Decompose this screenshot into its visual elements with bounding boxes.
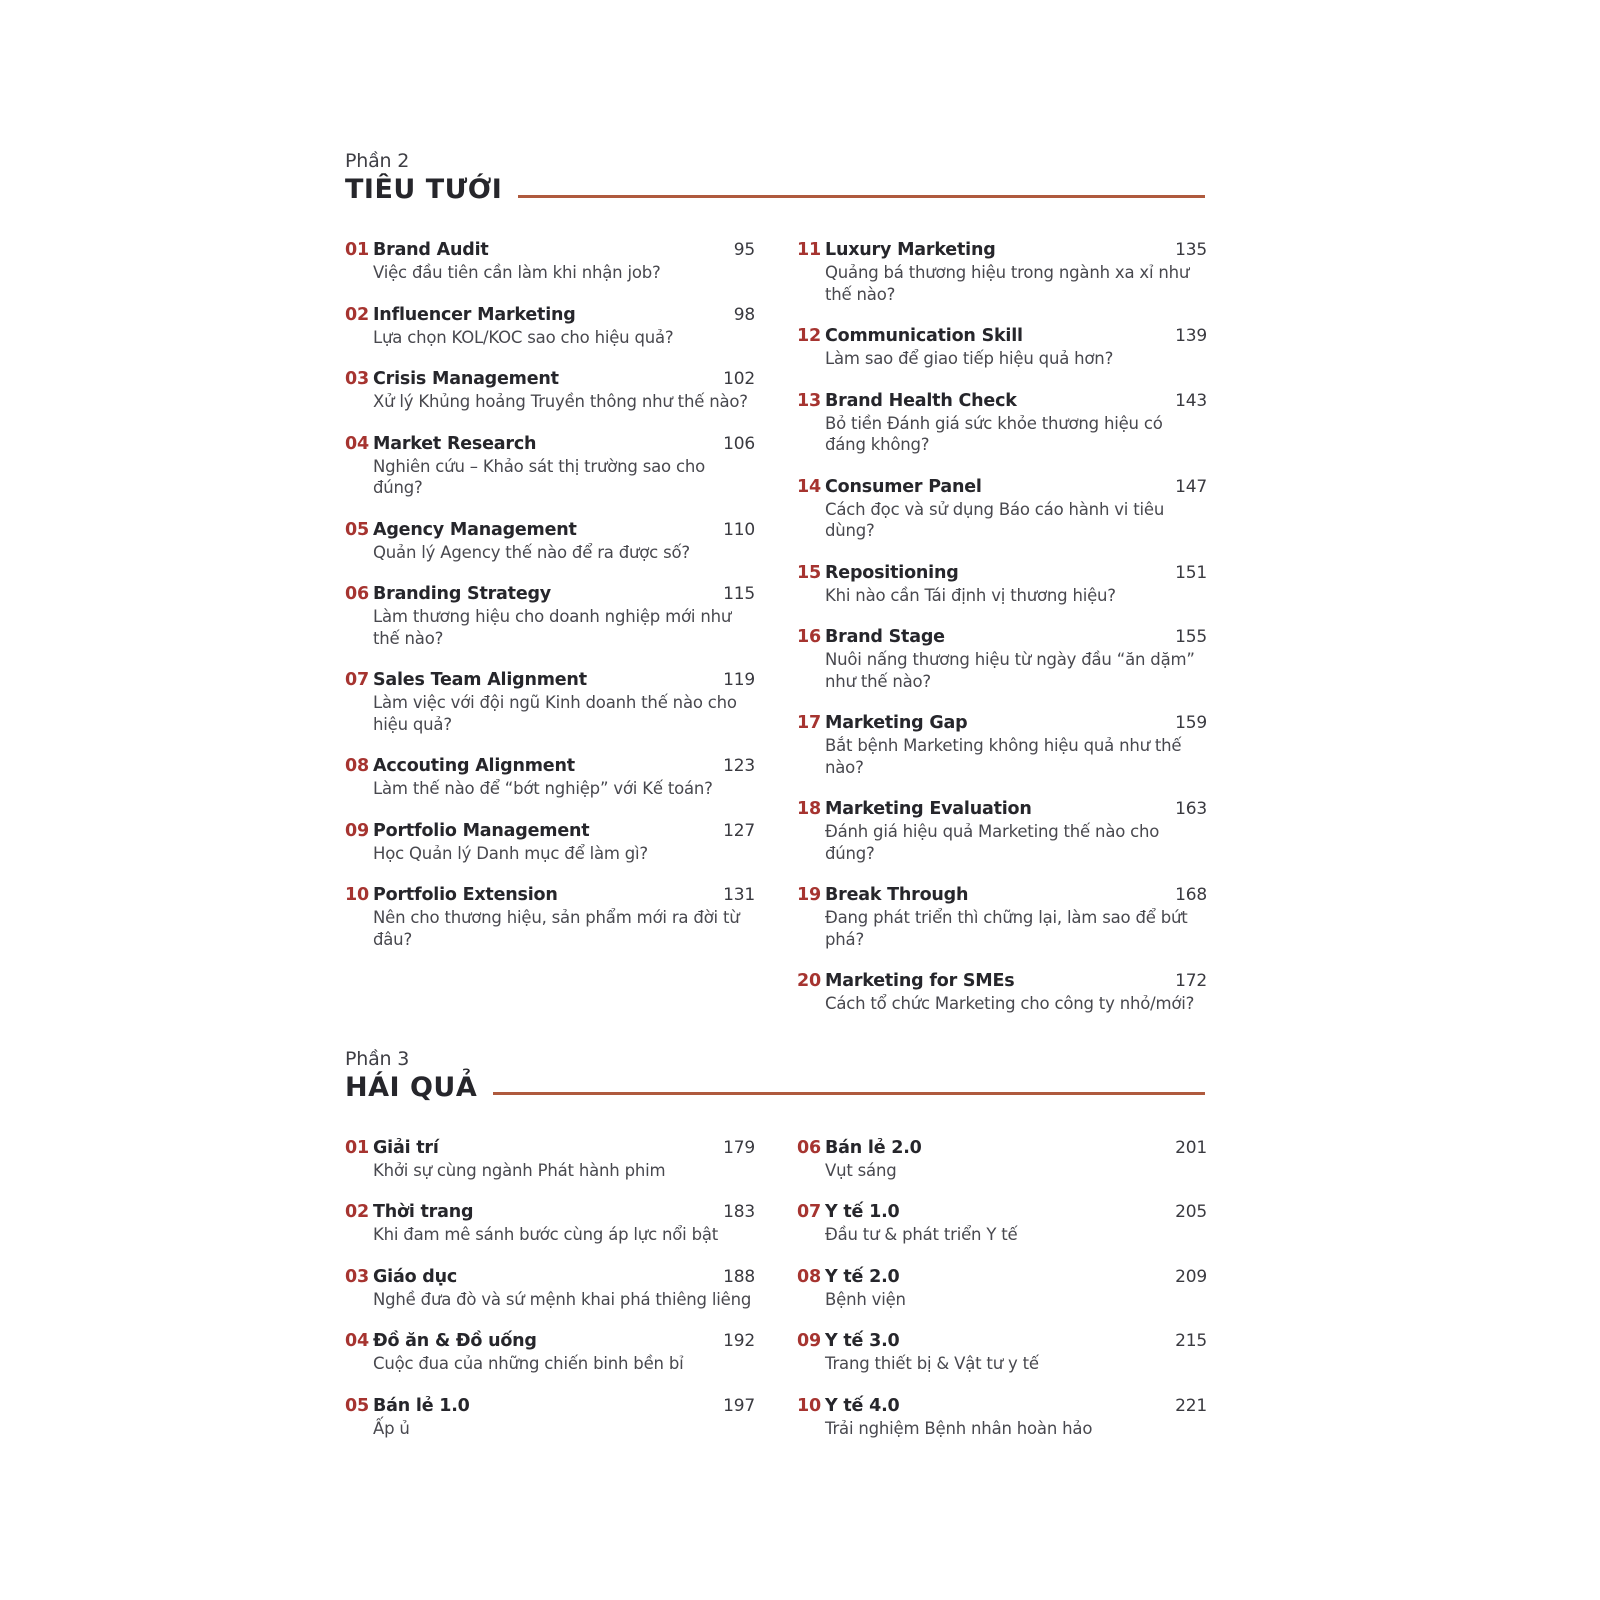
entry-description: Trải nghiệm Bệnh nhân hoàn hảo — [825, 1418, 1093, 1438]
entry-number: 01 — [345, 240, 369, 260]
section-header — [345, 1046, 1205, 1104]
entry-description: Đánh giá hiệu quả Marketing thế nào cho đúng? — [825, 822, 1160, 863]
entry-description: Đầu tư & phát triển Y tế — [825, 1225, 1018, 1244]
toc-entry — [345, 582, 755, 649]
entry-title: Y tế 4.0 — [825, 1395, 900, 1416]
toc-entry — [797, 475, 1207, 542]
section-rule — [493, 1092, 1205, 1095]
entry-page-number: 179 — [723, 1137, 755, 1158]
entry-description: Làm thương hiệu cho doanh nghiệp mới như thế nào? — [373, 607, 732, 648]
entry-description: Bệnh viện — [825, 1289, 906, 1309]
toc-entry — [797, 1329, 1207, 1375]
toc-entry — [797, 1394, 1207, 1440]
toc-entry — [797, 711, 1207, 778]
entry-title: Influencer Marketing — [373, 304, 576, 325]
toc-entry-head — [797, 238, 1207, 262]
toc-entry — [345, 819, 755, 865]
entry-page-number: 209 — [1175, 1266, 1207, 1287]
entry-number: 06 — [345, 584, 369, 604]
toc-entry-head — [797, 1394, 1207, 1418]
toc-column — [345, 1136, 755, 1459]
toc-entry-head — [345, 303, 755, 327]
toc-entry — [797, 1136, 1207, 1182]
entry-page-number: 188 — [723, 1266, 755, 1287]
entry-number: 18 — [797, 799, 821, 819]
toc-entry — [797, 1265, 1207, 1311]
toc-entry-head — [345, 432, 755, 456]
entry-title: Market Research — [373, 433, 537, 454]
entry-page-number: 131 — [723, 885, 755, 905]
entry-title: Marketing Gap — [825, 713, 968, 733]
toc-entry — [797, 561, 1207, 607]
entry-page-number: 155 — [1175, 627, 1207, 647]
toc-entry-head — [345, 819, 755, 843]
entry-number: 10 — [345, 885, 369, 905]
toc-entry-head — [797, 1200, 1207, 1224]
section-title-row — [345, 174, 1205, 206]
entry-title: Consumer Panel — [825, 476, 982, 497]
entry-description: Xử lý Khủng hoảng Truyền thông như thế nào? — [373, 392, 748, 411]
entry-title: Bán lẻ 1.0 — [373, 1395, 470, 1416]
entry-title: Branding Strategy — [373, 584, 552, 604]
toc-section — [345, 1046, 1205, 1459]
toc-entry — [345, 1136, 755, 1182]
entry-page-number: 197 — [723, 1395, 755, 1416]
entry-title: Y tế 2.0 — [825, 1266, 900, 1287]
entry-number: 07 — [797, 1202, 821, 1222]
entry-number: 14 — [797, 476, 821, 497]
entry-number: 03 — [345, 1266, 369, 1287]
toc-column — [345, 238, 755, 1034]
toc-entry — [797, 969, 1207, 1015]
section-header — [345, 148, 1205, 206]
entry-title: Marketing Evaluation — [825, 799, 1032, 819]
entry-page-number: 159 — [1175, 713, 1207, 733]
entry-page-number: 95 — [733, 240, 755, 260]
toc-entry — [797, 797, 1207, 864]
toc-entry — [345, 883, 755, 950]
entry-description: Cách tổ chức Marketing cho công ty nhỏ/mới? — [825, 994, 1195, 1013]
entry-page-number: 201 — [1175, 1137, 1207, 1158]
entry-title: Break Through — [825, 885, 969, 905]
toc-entry-head — [345, 1136, 755, 1160]
toc-entry — [345, 1329, 755, 1375]
entry-page-number: 215 — [1175, 1331, 1207, 1351]
toc-entry-head — [345, 883, 755, 907]
section-title-row — [345, 1072, 1205, 1104]
entry-description: Nghiên cứu – Khảo sát thị trường sao cho đúng? — [373, 456, 705, 497]
entry-title: Communication Skill — [825, 326, 1023, 346]
entry-title: Crisis Management — [373, 369, 559, 389]
entry-number: 15 — [797, 562, 821, 583]
toc-entry — [345, 303, 755, 349]
toc-entry-head — [797, 324, 1207, 348]
entry-number: 19 — [797, 885, 821, 905]
entry-page-number: 151 — [1175, 562, 1207, 583]
entry-title: Sales Team Alignment — [373, 670, 587, 690]
entry-description: Quản lý Agency thế nào để ra được số? — [373, 542, 690, 562]
entry-number: 08 — [797, 1266, 821, 1287]
entry-number: 12 — [797, 326, 821, 346]
entry-title: Portfolio Extension — [373, 885, 558, 905]
toc-entry — [345, 1200, 755, 1246]
toc-entry-head — [345, 582, 755, 606]
entry-title: Brand Health Check — [825, 390, 1017, 411]
entry-page-number: 143 — [1175, 390, 1207, 411]
entry-page-number: 127 — [723, 820, 755, 841]
entry-title: Portfolio Management — [373, 820, 590, 841]
section-part-label: Phần 3 — [345, 1047, 410, 1070]
entry-page-number: 115 — [723, 584, 755, 604]
toc-entry — [797, 1200, 1207, 1246]
toc-entry — [797, 883, 1207, 950]
toc-entry — [345, 518, 755, 564]
entry-page-number: 98 — [733, 304, 755, 325]
entry-title: Y tế 1.0 — [825, 1202, 900, 1222]
entry-title: Accouting Alignment — [373, 756, 575, 776]
entry-number: 05 — [345, 519, 369, 540]
entry-title: Agency Management — [373, 519, 577, 540]
toc-entry-head — [345, 1200, 755, 1224]
entry-description: Làm thế nào để “bớt nghiệp” với Kế toán? — [373, 779, 713, 798]
toc-entry-head — [797, 389, 1207, 413]
entry-page-number: 123 — [723, 756, 755, 776]
entry-number: 07 — [345, 670, 369, 690]
entry-description: Khi nào cần Tái định vị thương hiệu? — [825, 585, 1116, 605]
entry-description: Đang phát triển thì chững lại, làm sao để bứt phá? — [825, 908, 1188, 949]
entry-title: Thời trang — [373, 1202, 474, 1222]
entry-page-number: 192 — [723, 1331, 755, 1351]
entry-page-number: 139 — [1175, 326, 1207, 346]
toc-entry — [797, 238, 1207, 305]
entry-description: Cuộc đua của những chiến binh bền bỉ — [373, 1354, 684, 1373]
entry-description: Nghề đưa đò và sứ mệnh khai phá thiêng liêng — [373, 1289, 752, 1309]
toc-entry-head — [797, 883, 1207, 907]
toc-column — [797, 238, 1207, 1034]
entry-title: Y tế 3.0 — [825, 1331, 900, 1351]
entry-description: Quảng bá thương hiệu trong ngành xa xỉ như thế nào? — [825, 263, 1190, 304]
toc-section — [345, 148, 1205, 1034]
entry-number: 02 — [345, 304, 369, 325]
toc-entry — [345, 754, 755, 800]
toc-entry-head — [797, 1329, 1207, 1353]
entry-title: Giáo dục — [373, 1266, 458, 1287]
entry-number: 01 — [345, 1137, 369, 1158]
entry-title: Brand Stage — [825, 627, 945, 647]
toc-entry — [345, 432, 755, 499]
entry-page-number: 102 — [723, 369, 755, 389]
toc-entry — [345, 668, 755, 735]
entry-number: 09 — [797, 1331, 821, 1351]
toc-entry-head — [345, 1265, 755, 1289]
entry-description: Khi đam mê sánh bước cùng áp lực nổi bật — [373, 1225, 719, 1244]
entry-title: Brand Audit — [373, 240, 489, 260]
entry-page-number: 110 — [723, 519, 755, 540]
entry-title: Giải trí — [373, 1137, 439, 1158]
entry-page-number: 135 — [1175, 240, 1207, 260]
entry-page-number: 168 — [1175, 885, 1207, 905]
entry-description: Ấp ủ — [373, 1418, 410, 1438]
entry-title: Luxury Marketing — [825, 240, 996, 260]
entry-page-number: 172 — [1175, 971, 1207, 991]
toc-entry-head — [345, 367, 755, 391]
entry-number: 04 — [345, 433, 369, 454]
section-title: TIÊU TƯỚI — [345, 174, 503, 205]
toc-entry-head — [797, 969, 1207, 993]
entry-number: 11 — [797, 240, 821, 260]
entry-number: 06 — [797, 1137, 821, 1158]
entry-number: 08 — [345, 756, 369, 776]
toc-entry — [797, 389, 1207, 456]
toc-entry — [345, 367, 755, 413]
entry-page-number: 147 — [1175, 476, 1207, 497]
entry-number: 03 — [345, 369, 369, 389]
entry-description: Học Quản lý Danh mục để làm gì? — [373, 843, 648, 863]
toc-entry — [797, 324, 1207, 370]
toc-entry-head — [797, 1136, 1207, 1160]
section-rule — [518, 195, 1205, 198]
entry-title: Marketing for SMEs — [825, 971, 1015, 991]
toc-entry-head — [797, 711, 1207, 735]
entry-number: 05 — [345, 1395, 369, 1416]
toc-entry — [797, 625, 1207, 692]
toc-entry-head — [797, 1265, 1207, 1289]
entry-description: Lựa chọn KOL/KOC sao cho hiệu quả? — [373, 327, 674, 347]
entry-page-number: 183 — [723, 1202, 755, 1222]
entry-description: Vụt sáng — [825, 1160, 897, 1180]
entry-number: 20 — [797, 971, 821, 991]
entry-description: Bỏ tiền Đánh giá sức khỏe thương hiệu có đáng không? — [825, 413, 1163, 454]
toc-entry-head — [345, 668, 755, 692]
entry-description: Khởi sự cùng ngành Phát hành phim — [373, 1160, 666, 1180]
entry-number: 02 — [345, 1202, 369, 1222]
entry-number: 13 — [797, 390, 821, 411]
entry-description: Làm việc với đội ngũ Kinh doanh thế nào cho hiệu quả? — [373, 693, 737, 734]
entry-title: Đồ ăn & Đồ uống — [373, 1331, 537, 1351]
entry-title: Repositioning — [825, 562, 959, 583]
entry-page-number: 205 — [1175, 1202, 1207, 1222]
entry-number: 17 — [797, 713, 821, 733]
toc-column — [797, 1136, 1207, 1459]
toc-entry-head — [797, 475, 1207, 499]
section-columns — [345, 1136, 1205, 1459]
entry-page-number: 106 — [723, 433, 755, 454]
section-title: HÁI QUẢ — [345, 1071, 478, 1103]
entry-description: Làm sao để giao tiếp hiệu quả hơn? — [825, 349, 1114, 368]
entry-page-number: 221 — [1175, 1395, 1207, 1416]
toc-entry — [345, 238, 755, 284]
entry-description: Bắt bệnh Marketing không hiệu quả như thế nào? — [825, 736, 1182, 777]
section-part-label: Phần 2 — [345, 150, 410, 172]
toc-entry-head — [345, 238, 755, 262]
toc-entry-head — [345, 1329, 755, 1353]
toc-entry-head — [345, 518, 755, 542]
entry-description: Nên cho thương hiệu, sản phẩm mới ra đời từ đâu? — [373, 908, 740, 949]
toc-entry-head — [797, 797, 1207, 821]
entry-number: 04 — [345, 1331, 369, 1351]
toc-entry-head — [797, 625, 1207, 649]
entry-page-number: 163 — [1175, 799, 1207, 819]
entry-title: Bán lẻ 2.0 — [825, 1137, 922, 1158]
entry-description: Trang thiết bị & Vật tư y tế — [825, 1354, 1039, 1373]
toc-entry-head — [345, 754, 755, 778]
entry-description: Cách đọc và sử dụng Báo cáo hành vi tiêu dùng? — [825, 499, 1165, 540]
toc-entry — [345, 1394, 755, 1440]
entry-number: 16 — [797, 627, 821, 647]
entry-number: 09 — [345, 820, 369, 841]
entry-description: Việc đầu tiên cần làm khi nhận job? — [373, 263, 661, 282]
entry-number: 10 — [797, 1395, 821, 1416]
entry-description: Nuôi nấng thương hiệu từ ngày đầu “ăn dặm” như thế nào? — [825, 650, 1195, 691]
toc-entry — [345, 1265, 755, 1311]
toc-entry-head — [345, 1394, 755, 1418]
section-columns — [345, 238, 1205, 1034]
toc-entry-head — [797, 561, 1207, 585]
entry-page-number: 119 — [723, 670, 755, 690]
